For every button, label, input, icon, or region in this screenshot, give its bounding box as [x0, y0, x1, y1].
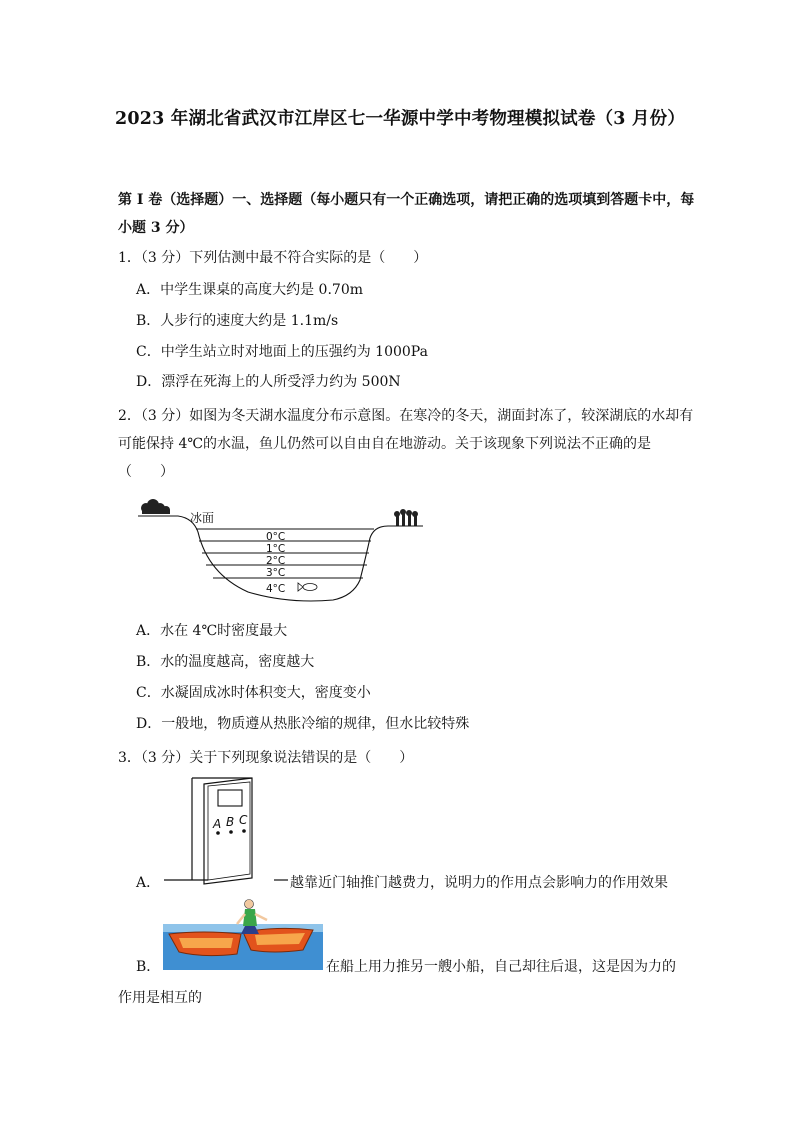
- question-1-option-a: A．中学生课桌的高度大约是 0.70m: [136, 282, 364, 298]
- trees-right-icon: [394, 509, 418, 526]
- question-1-option-d: D．漂浮在死海上的人所受浮力约为 500N: [136, 374, 401, 390]
- question-1-option-c: C．中学生站立时对地面上的压强约为 1000Pa: [136, 344, 428, 360]
- fish-icon: [298, 583, 317, 591]
- question-1-option-b: B．人步行的速度大约是 1.1m/s: [136, 313, 339, 329]
- question-2-option-b: B．水的温度越高，密度越大: [136, 654, 315, 670]
- question-2-option-d: D．一般地，物质遵从热胀冷缩的规律，但水比较特殊: [136, 716, 470, 732]
- question-3-stem: 3．（3 分）关于下列现象说法错误的是（ ）: [118, 750, 414, 766]
- layer-4-label: 4°C: [266, 583, 286, 595]
- question-2-stem: [118, 402, 698, 486]
- trees-left-icon: [141, 499, 170, 514]
- layer-1-label: 1°C: [266, 543, 286, 555]
- question-3-option-b-text-2: 作用是相互的: [118, 990, 202, 1006]
- question-3-option-b-letter: B．: [136, 959, 161, 975]
- question-3-option-a-text: 越靠近门轴推门越费力，说明力的作用点会影响力的作用效果: [290, 875, 668, 891]
- layer-0-label: 0°C: [266, 531, 286, 543]
- layer-2-label: 2°C: [266, 555, 286, 567]
- layer-3-label: 3°C: [266, 567, 286, 579]
- question-3-option-b-text-1: 在船上用力推另一艘小船，自己却往后退，这是因为力的: [326, 959, 676, 975]
- ice-surface-label: 冰面: [190, 511, 215, 525]
- question-2-stem-text: 2．（3 分）如图为冬天湖水温度分布示意图。在寒冷的冬天，湖面封冻了，较深湖底的水却有可能保持 4℃的水温，鱼儿仍然可以自由自在地游动。关于该现象下列说法不正确的是（ ）: [118, 408, 694, 480]
- lake-temperature-diagram: [138, 496, 428, 616]
- door-point-a-label: A: [213, 817, 222, 831]
- door-point-c-label: C: [239, 813, 248, 827]
- exam-title: 2023 年湖北省武汉市江岸区七一华源中学中考物理模拟试卷（3 月份）: [114, 109, 686, 129]
- question-2-option-c: C．水凝固成冰时体积变大，密度变小: [136, 685, 371, 701]
- question-1-stem: 1．（3 分）下列估测中最不符合实际的是（ ）: [118, 250, 428, 266]
- door-point-b-label: B: [226, 815, 235, 829]
- question-3-option-a-letter: A．: [136, 875, 161, 891]
- section-heading: 第 I 卷（选择题）一、选择题（每小题只有一个正确选项，请把正确的选项填到答题卡中，每小题 3 分）: [118, 192, 695, 236]
- question-2-option-a: A．水在 4℃时密度最大: [136, 623, 288, 639]
